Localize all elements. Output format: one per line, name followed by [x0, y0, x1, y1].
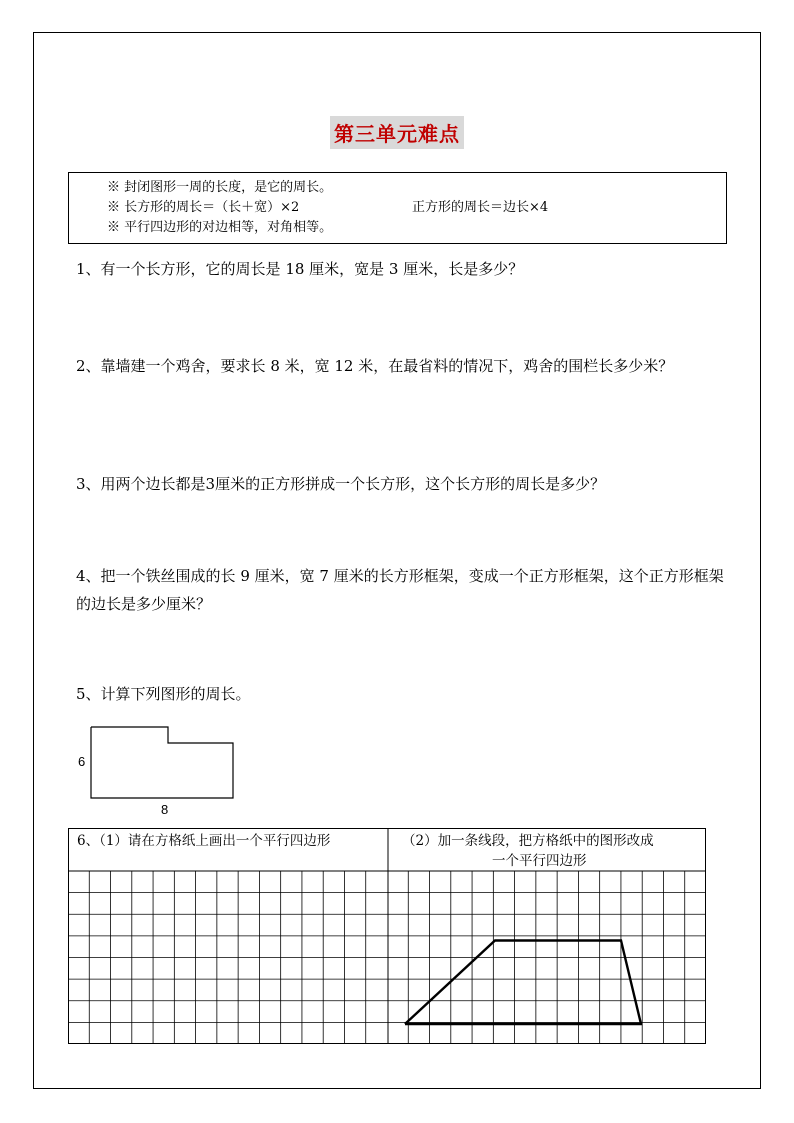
page-title-wrap — [0, 116, 794, 149]
trapezoid-shape — [405, 941, 641, 1025]
grid-right-label-line1: （2）加一条线段，把方格纸中的图形改成 — [402, 833, 654, 849]
grid-lines — [68, 871, 706, 1044]
question-3: 3、用两个边长都是3厘米的正方形拼成一个长方形，这个长方形的周长是多少？ — [76, 475, 606, 493]
question-4: 4、把一个铁丝围成的长 9 厘米，宽 7 厘米的长方形框架，变成一个正方形框架，这个正方形框架的边长是多少厘米？ — [76, 567, 724, 613]
note-line-2: ※ 长方形的周长＝（长＋宽）×2 — [107, 200, 300, 215]
figure-height-label: 6 — [78, 754, 86, 769]
question-2: 2、靠墙建一个鸡舍，要求长 8 米，宽 12 米，在最省料的情况下，鸡舍的围栏长多少米？ — [76, 357, 674, 375]
figure-width-label: 8 — [161, 802, 169, 817]
note-line-1: ※ 封闭图形一周的长度，是它的周长。 — [107, 180, 333, 195]
grid-right-label-line2: 一个平行四边形 — [492, 853, 587, 869]
perimeter-figure — [70, 722, 250, 822]
grid-question-table — [68, 828, 706, 1044]
grid-left-label: 6、（1）请在方格纸上画出一个平行四边形 — [77, 833, 331, 849]
note-line-2-right: 正方形的周长＝边长×4 — [412, 200, 549, 215]
question-1: 1、有一个长方形，它的周长是 18 厘米，宽是 3 厘米，长是多少？ — [76, 260, 524, 278]
grid-paper — [68, 828, 706, 1044]
note-line-3: ※ 平行四边形的对边相等，对角相等。 — [107, 220, 333, 235]
figure-outline — [91, 727, 233, 798]
question-5: 5、计算下列图形的周长。 — [76, 685, 251, 703]
notes-box — [68, 172, 727, 244]
page-title: 第三单元难点 — [330, 116, 464, 149]
